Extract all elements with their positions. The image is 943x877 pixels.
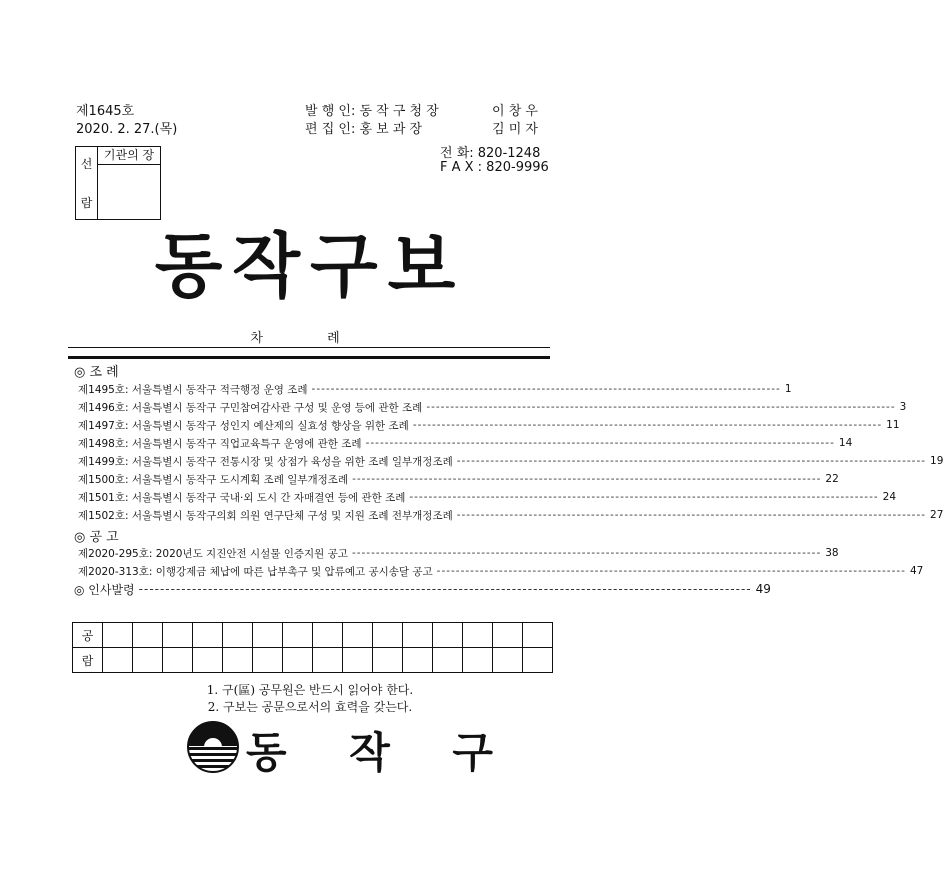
editor-name: 김 미 자 — [492, 122, 538, 137]
grid-cell — [163, 623, 193, 648]
editor-label: 편 집 인: 홍 보 과 장 — [305, 122, 423, 137]
grid-cell — [523, 648, 553, 673]
leader-dots: -------------------------------------------------------------------------------------------------- — [365, 437, 835, 449]
toc-divider-thick — [68, 356, 550, 359]
notes — [0, 682, 620, 716]
grid-cell — [493, 623, 523, 648]
grid-cell — [103, 623, 133, 648]
circulation-label-top: 공 — [73, 623, 103, 648]
toc-item-page: 19 — [930, 455, 943, 467]
toc-item-text: 제1496호: 서울특별시 동작구 구민참여감사관 구성 및 운영 등에 관한 조례 — [78, 401, 423, 414]
grid-cell — [523, 623, 553, 648]
grid-cell — [163, 648, 193, 673]
publisher-name: 이 창 우 — [492, 104, 538, 119]
leader-dots: -------------------------------------------------------------------------------------------------- — [426, 401, 896, 413]
circulation-grid — [72, 622, 553, 673]
toc-item-text: 제1501호: 서울특별시 동작구 국내·외 도시 간 자매결연 등에 관한 조례 — [78, 491, 406, 504]
toc-item-page: 47 — [909, 565, 924, 577]
approval-label-top: 선 — [80, 157, 93, 171]
grid-cell — [463, 648, 493, 673]
personnel-page: 49 — [755, 582, 771, 596]
grid-cell — [313, 623, 343, 648]
leader-dots: -------------------------------------------------------------------------------------------------- — [409, 491, 879, 503]
gazette-title: 동작구보 — [154, 225, 466, 307]
leader-dots: -------------------------------------------------------------------------------------------------- — [456, 455, 927, 467]
toc-item-text: 제1497호: 서울특별시 동작구 성인지 예산제의 실효성 향상을 위한 조례 — [78, 419, 409, 432]
issue-date: 2020. 2. 27.(목) — [76, 122, 178, 137]
toc-item[interactable] — [78, 434, 853, 452]
grid-cell — [343, 623, 373, 648]
toc-item-page: 24 — [882, 491, 897, 503]
toc-item-page: 14 — [838, 437, 853, 449]
toc-item-text: 제1495호: 서울특별시 동작구 적극행정 운영 조례 — [78, 383, 308, 396]
leader-dots: -------------------------------------------------------------------------------------------------- — [436, 565, 906, 577]
toc-item-page: 22 — [825, 473, 839, 485]
grid-cell — [253, 648, 283, 673]
grid-cell — [133, 648, 163, 673]
logo-text: 동 작 구 — [246, 728, 517, 777]
grid-cell — [193, 648, 223, 673]
grid-cell — [433, 648, 463, 673]
approval-head: 기관의 장 — [98, 147, 160, 165]
toc-heading: 차 례 — [250, 331, 370, 346]
toc-item[interactable] — [78, 470, 839, 488]
grid-cell — [373, 623, 403, 648]
grid-cell — [283, 623, 313, 648]
toc-item[interactable] — [78, 380, 792, 398]
grid-cell — [223, 623, 253, 648]
phone-number: 전 화: 820-1248 — [440, 146, 541, 161]
grid-cell — [403, 648, 433, 673]
personnel-label: ◎ 인사발령 — [74, 582, 135, 597]
grid-cell — [343, 648, 373, 673]
circulation-label-bottom: 람 — [73, 648, 103, 673]
toc-item-text: 제1502호: 서울특별시 동작구의회 의원 연구단체 구성 및 지원 조례 전부개정조례 — [78, 509, 453, 522]
note-2: 2. 구보는 공문으로서의 효력을 갖는다. — [207, 700, 413, 714]
district-emblem-icon — [186, 720, 240, 774]
toc-item[interactable] — [78, 452, 943, 470]
grid-cell — [223, 648, 253, 673]
note-1: 1. 구(區) 공무원은 반드시 읽어야 한다. — [206, 683, 414, 697]
toc-item-page: 3 — [899, 401, 907, 413]
grid-cell — [283, 648, 313, 673]
toc-item-text: 제1498호: 서울특별시 동작구 직업교육특구 운영에 관한 조례 — [78, 437, 362, 450]
leader-dots: -------------------------------------------------------------------------------------------------- — [311, 383, 781, 395]
toc-item[interactable] — [78, 544, 839, 562]
approval-label-bottom: 람 — [80, 196, 93, 210]
section-notices: ◎ 공 고 — [74, 530, 119, 545]
leader-dots: -------------------------------------------------------------------------------------------------- — [456, 509, 927, 521]
grid-cell — [193, 623, 223, 648]
publisher-label: 발 행 인: 동 작 구 청 장 — [305, 104, 439, 119]
fax-number: F A X : 820-9996 — [440, 160, 549, 175]
toc-item-text: 제2020-313호: 이행강제금 체납에 따른 납부촉구 및 압류예고 공시송달 공고 — [78, 565, 433, 578]
grid-cell — [253, 623, 283, 648]
grid-cell — [313, 648, 343, 673]
grid-cell — [403, 623, 433, 648]
leader-dots: -------------------------------------------------------------------------------------------------- — [352, 473, 822, 485]
grid-cell — [493, 648, 523, 673]
toc-divider-thin — [68, 347, 550, 348]
toc-item-text: 제1500호: 서울특별시 동작구 도시계획 조례 일부개정조례 — [78, 473, 349, 486]
toc-item[interactable] — [78, 562, 924, 580]
toc-item-page: 1 — [784, 383, 792, 395]
grid-cell — [463, 623, 493, 648]
approval-box — [75, 146, 161, 220]
toc-item[interactable] — [78, 398, 907, 416]
toc-item[interactable] — [78, 506, 943, 524]
leader-dots: -------------------------------------------------------------------------------------------------- — [351, 547, 822, 559]
approval-label — [76, 147, 98, 219]
grid-cell — [133, 623, 163, 648]
toc-item[interactable] — [78, 488, 897, 506]
toc-item-page: 27 — [930, 509, 943, 521]
toc-item[interactable] — [78, 416, 900, 434]
grid-cell — [373, 648, 403, 673]
leader-dots: -------------------------------------------------------------------------------------------------- — [412, 419, 883, 431]
toc-item-page: 38 — [825, 547, 839, 559]
toc-item-page: 11 — [886, 419, 900, 431]
toc-item-text: 제2020-295호: 2020년도 지진안전 시설물 인증지원 공고 — [78, 547, 348, 560]
leader-dots: ------------------------------------------------------------------------------------------------------------------- — [138, 582, 752, 596]
grid-cell — [433, 623, 463, 648]
toc-item-text: 제1499호: 서울특별시 동작구 전통시장 및 상점가 육성을 위한 조례 일부개정조례 — [78, 455, 453, 468]
section-ordinances: ◎ 조 례 — [74, 365, 119, 380]
grid-cell — [103, 648, 133, 673]
issue-number: 제1645호 — [76, 104, 135, 119]
section-personnel[interactable] — [74, 580, 771, 598]
